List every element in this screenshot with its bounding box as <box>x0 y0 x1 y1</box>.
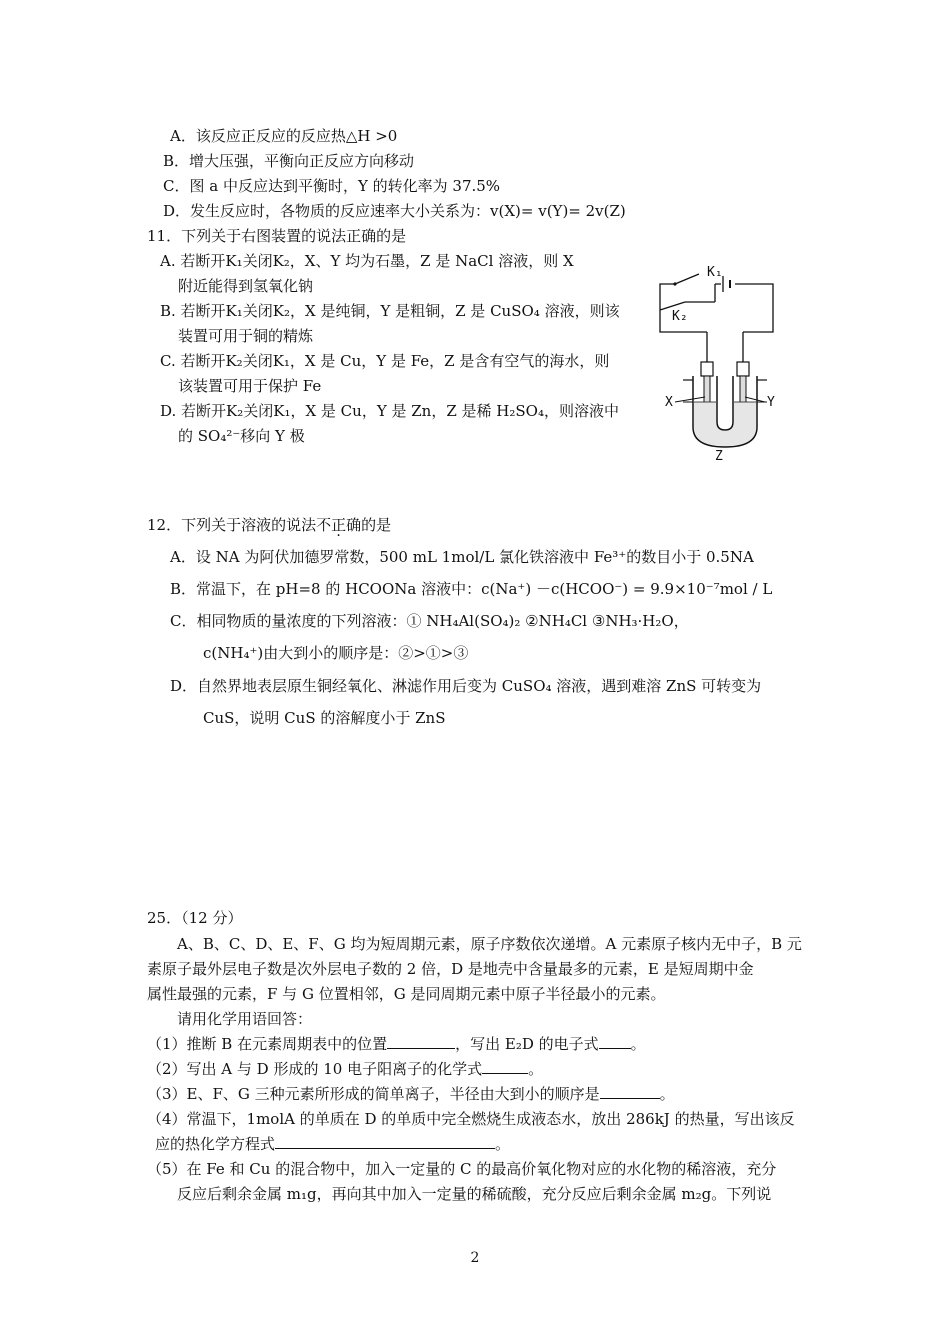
q25-sub5-line1: （5）在 Fe 和 Cu 的混合物中，加入一定量的 C 的最高价氧化物对应的水化物的稀溶液，充分 <box>147 1160 777 1178</box>
q25-sub3-text-b: 。 <box>659 1085 675 1103</box>
q11-option-d-line1: D. 若断开K₂关闭K₁，X 是 Cu，Y 是 Zn，Z 是稀 H₂SO₄，则溶液中 <box>160 402 619 420</box>
q25-sub3-text-a: （3）E、F、G 三种元素所形成的简单离子，半径由大到小的顺序是 <box>147 1085 600 1103</box>
q10-option-b: B．增大压强，平衡向正反应方向移动 <box>163 152 415 170</box>
page-number: 2 <box>470 1250 480 1266</box>
q11-option-b-line1: B. 若断开K₁关闭K₂，X 是纯铜，Y 是粗铜，Z 是 CuSO₄ 溶液，则该 <box>160 302 620 320</box>
q25-heading: 25．（12 分） <box>147 909 243 927</box>
q25-paragraph-line2: 素原子最外层电子数是次外层电子数的 2 倍，D 是地壳中含量最多的元素，E 是短周期中金 <box>147 960 754 978</box>
q25-sub3 <box>147 1084 675 1104</box>
z-solution-label: Z <box>715 449 723 462</box>
q12-option-d-line2: CuS，说明 CuS 的溶解度小于 ZnS <box>203 709 446 727</box>
q25-sub2-text-b: 。 <box>528 1060 544 1078</box>
q11-stem: 11．下列关于右图装置的说法正确的是 <box>147 227 407 245</box>
q25-paragraph-line3: 属性最强的元素，F 与 G 位置相邻，G 是同周期元素中原子半径最小的元素。 <box>147 985 666 1003</box>
q25-sub2-text-a: （2）写出 A 与 D 形成的 10 电子阳离子的化学式 <box>147 1060 483 1078</box>
answer-blank[interactable] <box>387 1034 455 1049</box>
electrolysis-apparatus-figure <box>655 262 785 462</box>
q12-option-c-line1: C．相同物质的量浓度的下列溶液：① NH₄Al(SO₄)₂ ②NH₄Cl ③NH₃·H₂O， <box>170 612 689 630</box>
q25-sub5-line2: 反应后剩余金属 m₁g，再向其中加入一定量的稀硫酸，充分反应后剩余金属 m₂g。下列说 <box>177 1185 772 1203</box>
q12-stem <box>147 515 391 535</box>
q25-sub4-line1: （4）常温下，1molA 的单质在 D 的单质中完全燃烧生成液态水，放出 286kJ 的热量，写出该反 <box>147 1110 795 1128</box>
q25-paragraph-line1: A、B、C、D、E、F、G 均为短周期元素，原子序数依次递增。A 元素原子核内无中子，B 元 <box>177 935 802 953</box>
q10-option-d: D．发生反应时，各物质的反应速率大小关系为：v(X)= v(Y)= 2v(Z) <box>163 202 626 220</box>
q11-option-c-line1: C. 若断开K₂关闭K₁，X 是 Cu，Y 是 Fe，Z 是含有空气的海水，则 <box>160 352 610 370</box>
q11-option-c-line2: 该装置可用于保护 Fe <box>178 377 322 395</box>
q11-option-a-line2: 附近能得到氢氧化钠 <box>178 277 314 295</box>
q25-sub1 <box>147 1034 646 1054</box>
answer-blank[interactable] <box>275 1134 495 1149</box>
q12-option-c-line2: c(NH₄⁺)由大到小的顺序是：②>①>③ <box>203 644 469 662</box>
q25-sub4-text-c: 。 <box>495 1135 511 1153</box>
q10-option-a: A．该反应正反应的反应热△H >0 <box>170 127 398 145</box>
k1-label: K₁ <box>707 265 723 280</box>
q25-sub1-text-b: ，写出 E₂D 的电子式 <box>455 1035 599 1053</box>
q25-sub1-text-c: 。 <box>630 1035 646 1053</box>
k2-label: K₂ <box>672 309 688 324</box>
q11-option-b-line2: 装置可用于铜的精炼 <box>178 327 314 345</box>
q10-option-c: C．图 a 中反应达到平衡时，Y 的转化率为 37.5% <box>163 177 501 195</box>
q11-option-a-line1: A. 若断开K₁关闭K₂，X、Y 均为石墨，Z 是 NaCl 溶液，则 X <box>160 252 574 270</box>
x-electrode-label: X <box>665 395 673 410</box>
q25-sub4-line2 <box>155 1134 510 1154</box>
q11-option-d-line2: 的 SO₄²⁻移向 Y 极 <box>178 427 305 445</box>
q25-instruction: 请用化学用语回答： <box>177 1010 313 1028</box>
answer-blank[interactable] <box>599 1034 631 1049</box>
q12-option-a: A．设 NA 为阿伏加德罗常数，500 mL 1mol/L 氯化铁溶液中 Fe³⁺的数目小于 0.5NA <box>170 548 754 566</box>
q12-stem-emphasis: 不正确 <box>316 516 362 534</box>
answer-blank[interactable] <box>600 1084 660 1099</box>
answer-blank[interactable] <box>482 1059 528 1074</box>
q12-option-b: B．常温下，在 pH=8 的 HCOONa 溶液中：c(Na⁺) －c(HCOO⁻) = 9.9×10⁻⁷mol / L <box>170 580 773 598</box>
q12-option-d-line1: D．自然界地表层原生铜经氧化、淋滤作用后变为 CuSO₄ 溶液，遇到难溶 ZnS 可转变为 <box>170 677 762 695</box>
q12-stem-suffix: 的是 <box>361 516 392 534</box>
q25-sub2 <box>147 1059 543 1079</box>
y-electrode-label: Y <box>767 395 775 410</box>
q25-sub1-text-a: （1）推断 B 在元素周期表中的位置 <box>147 1035 388 1053</box>
q12-stem-prefix: 12．下列关于溶液的说法 <box>147 516 317 534</box>
q25-sub4-text-b: 应的热化学方程式 <box>155 1135 276 1153</box>
